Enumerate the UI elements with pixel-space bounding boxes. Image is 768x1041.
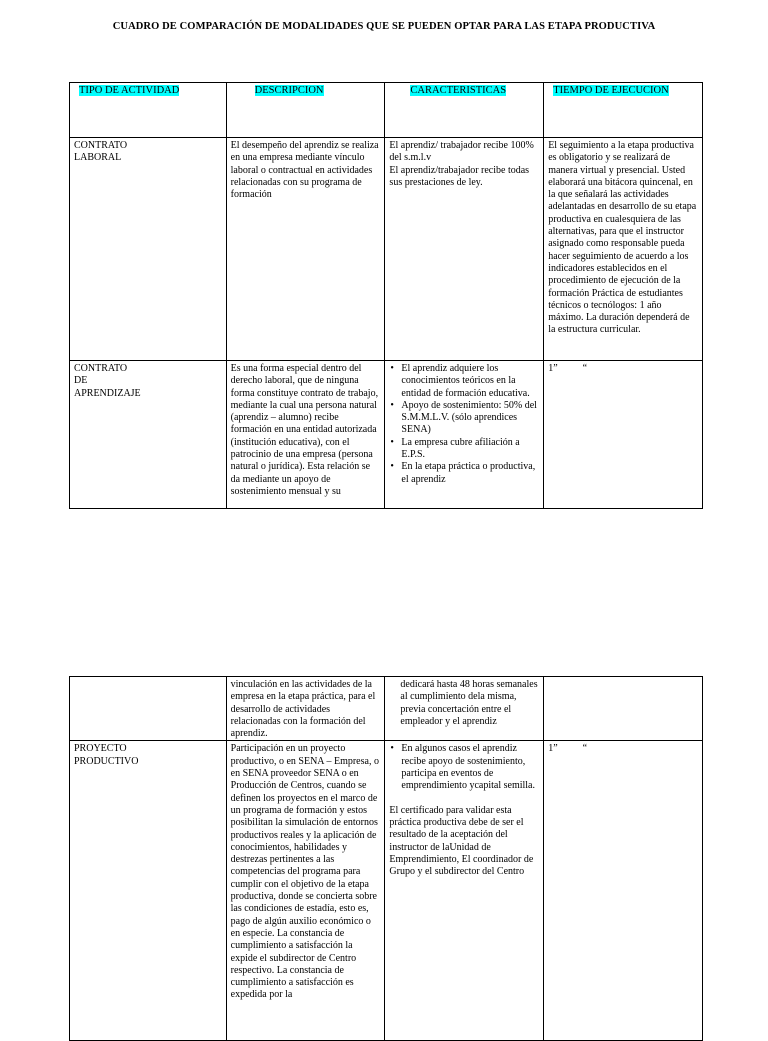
caracteristicas-proyecto-list [389, 743, 539, 792]
comparison-table-page-2 [69, 676, 703, 1041]
tiempo-proyecto-productivo: 1” “ [544, 741, 703, 1041]
caracteristicas-aprendizaje-list [389, 363, 539, 486]
descripcion-contrato-aprendizaje: Es una forma especial dentro del derecho laboral, que de ninguna forma constituye contrato de trabajo, mediante la cual una persona natural (aprendiz – alumno) recibe formación en una entidad autorizada (institución educativa), con el patrocinio de una empresa (persona natural o jurídica). Esta relación se da mediante un apoyo de sostenimiento mensual y su [226, 361, 385, 509]
tipo-contrato-aprendizaje: CONTRATO DE APRENDIZAJE [70, 361, 227, 509]
header-tipo: TIPO DE ACTIVIDAD [79, 85, 180, 96]
page-title: CUADRO DE COMPARACIÓN DE MODALIDADES QUE SE PUEDEN OPTAR PARA LAS ETAPA PRODUCTIVA [112, 21, 656, 32]
list-item: • En algunos casos el aprendiz recibe apoyo de sostenimiento, participa en eventos de emprendimiento ycapital semilla. [401, 743, 539, 792]
header-cell-caracteristicas [385, 83, 544, 138]
header-cell-tipo [70, 83, 227, 138]
header-cell-tiempo [544, 83, 703, 138]
tiempo-contrato-laboral: El seguimiento a la etapa productiva es obligatorio y se realizará de manera virtual y presencial. Usted elaborará una bitácora quincenal, en la que señalará las actividades adelantadas en desarrollo de su etapa productiva en cualesquiera de las alternativas, para que el instructor asignado como responsable pueda hacer seguimiento de acuerdo a los indicadores establecidos en el procedimiento de ejecución de la formación Práctica de estudiantes técnicos o tecnólogos: 1 año máximo. La duración dependerá de la estructura curricular. [544, 138, 703, 361]
header-row [70, 83, 703, 138]
table-row-proyecto-productivo [70, 741, 703, 1041]
table-row-contrato-laboral [70, 138, 703, 361]
descripcion-aprendizaje-continuation: vinculación en las actividades de la empresa en la etapa práctica, para el desarrollo de actividades relacionadas con la formación del aprendiz. [226, 677, 385, 741]
tipo-proyecto-productivo: PROYECTO PRODUCTIVO [70, 741, 227, 1041]
table-row-aprendizaje-continuation [70, 677, 703, 741]
descripcion-contrato-laboral: El desempeño del aprendiz se realiza en una empresa mediante vínculo laboral o contractual en actividades relacionadas con su programa de formación [226, 138, 385, 361]
header-tiempo: TIEMPO DE EJECUCION [553, 85, 669, 96]
descripcion-proyecto-productivo: Participación en un proyecto productivo, o en SENA – Empresa, o en SENA proveedor SENA o en Producción de Centros, cuando se definen los proyectos en el marco de un programa de formación y estos posibilitan la simulación de entornos productivos reales y la aplicación de conocimientos, habilidades y destrezas pertinentes a las competencias del programa para cumplir con el objetivo de la etapa productiva, donde se concierta sobre las condiciones de estadía, esto es, pago de algún auxilio económico o en especie. La constancia de cumplimiento a satisfacción la expide el subdirector de Centro respectivo. La constancia de cumplimiento a satisfacción es expedida por la [226, 741, 385, 1041]
header-descripcion: DESCRIPCION [254, 85, 324, 96]
caracteristicas-contrato-aprendizaje [385, 361, 544, 509]
tiempo-contrato-aprendizaje: 1” “ [544, 361, 703, 509]
caracteristicas-contrato-laboral: El aprendiz/ trabajador recibe 100% del s.m.l.v El aprendiz/trabajador recibe todas sus prestaciones de ley. [385, 138, 544, 361]
tipo-continuation-empty [70, 677, 227, 741]
list-item: • Apoyo de sostenimiento: 50% del S.M.M.L.V. (sólo aprendices SENA) [401, 400, 539, 437]
list-item: • La empresa cubre afiliación a E.P.S. [401, 437, 539, 462]
caracteristicas-aprendizaje-continuation: dedicará hasta 48 horas semanales al cumplimiento dela misma, previa concertación entre el empleador y el aprendiz [385, 677, 544, 741]
header-caracteristicas: CARACTERISTICAS [410, 85, 507, 96]
tiempo-continuation-empty [544, 677, 703, 741]
list-item: • El aprendiz adquiere los conocimientos teóricos en la entidad de formación educativa. [401, 363, 539, 400]
tipo-contrato-laboral: CONTRATO LABORAL [70, 138, 227, 361]
comparison-table-page-1 [69, 82, 703, 509]
table-row-contrato-aprendizaje [70, 361, 703, 509]
header-cell-descripcion [226, 83, 385, 138]
caracteristicas-proyecto-productivo [385, 741, 544, 1041]
certificado-note: El certificado para validar esta práctica productiva debe de ser el resultado de la aceptación del instructor de laUnidad de Emprendimiento, El coordinador de Grupo y el subdirector del Centro [389, 804, 534, 878]
list-item: • En la etapa práctica o productiva, el aprendiz [401, 461, 539, 486]
